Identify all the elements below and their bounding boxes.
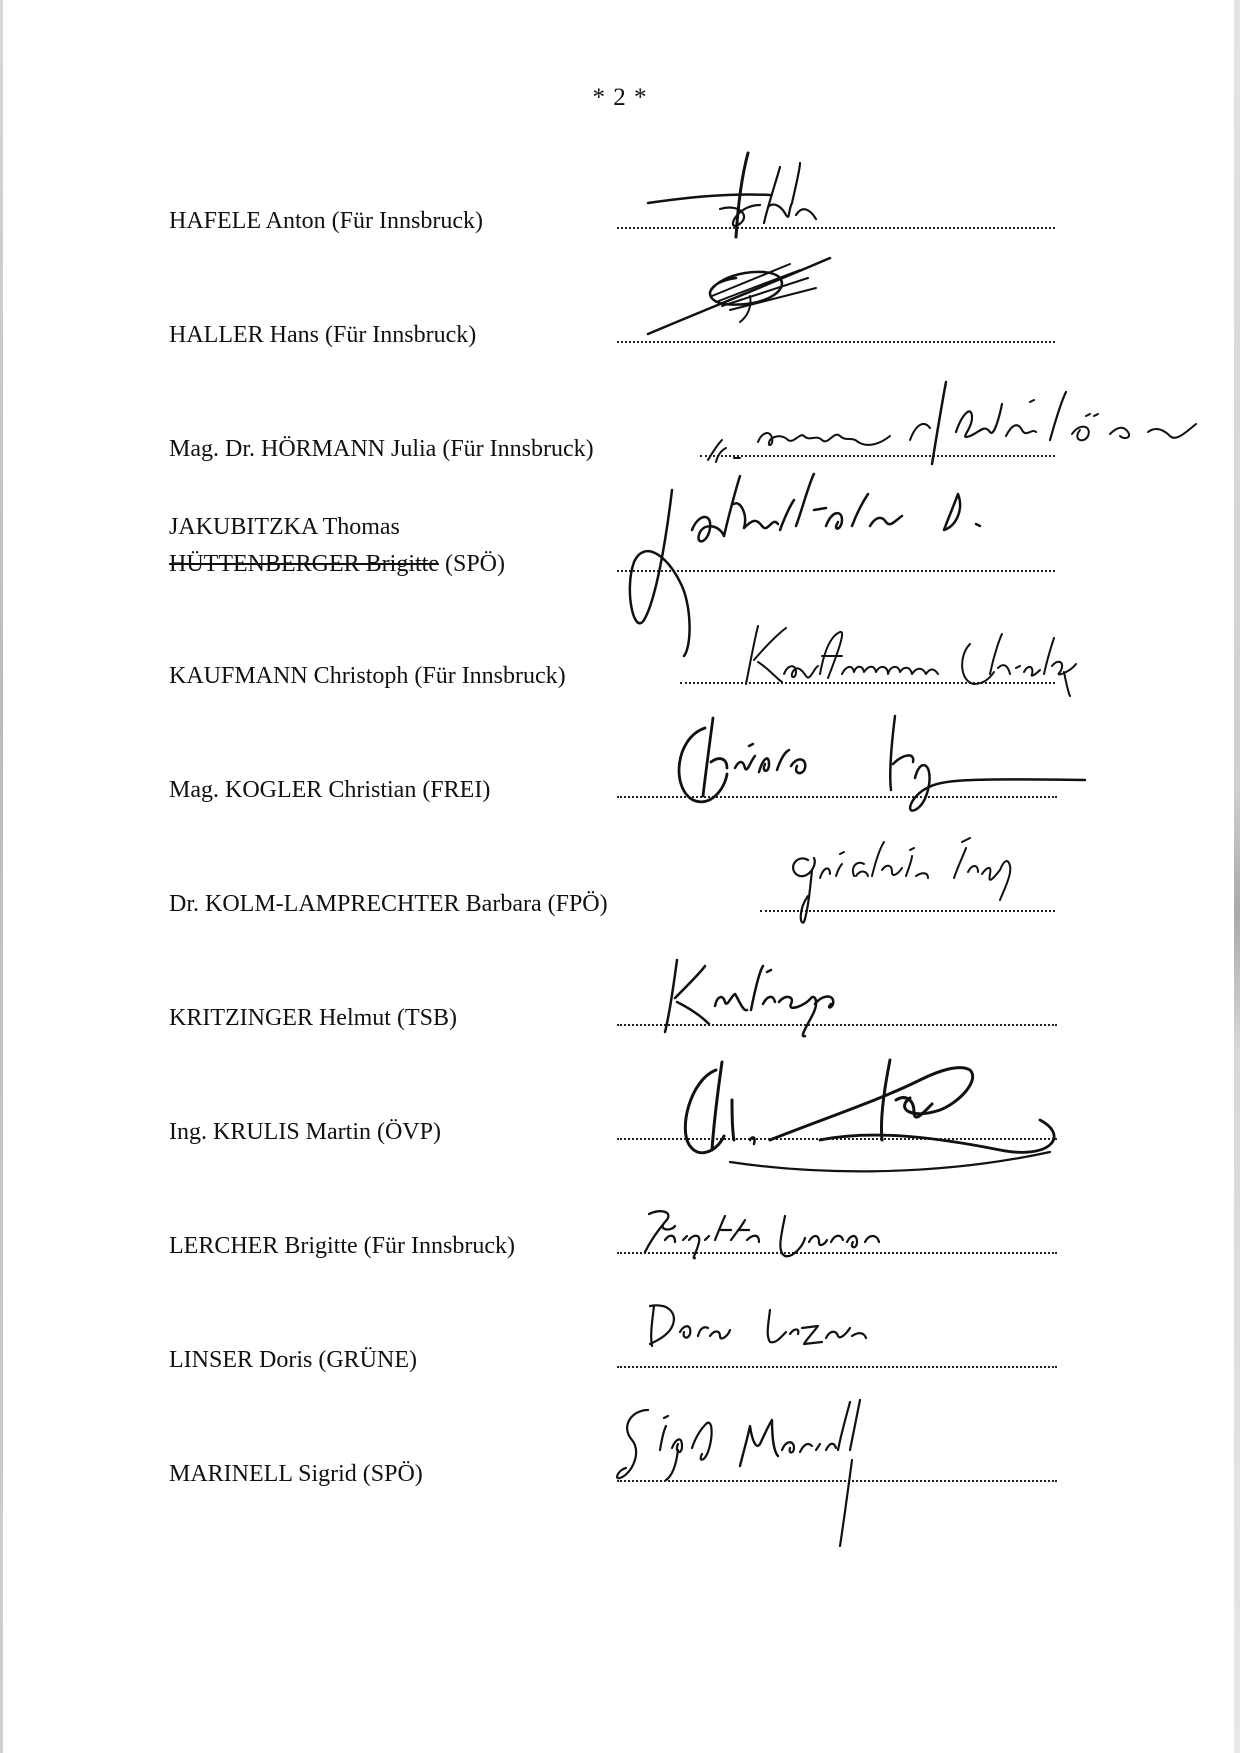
signer-name-line2 [169,549,505,579]
signature-kogler [665,708,1095,818]
signer-name: Mag. Dr. HÖRMANN Julia (Für Innsbruck) [169,436,594,462]
signature-linser [640,1296,940,1356]
signer-name: LERCHER Brigitte (Für Innsbruck) [169,1233,515,1259]
signer-name: KRITZINGER Helmut (TSB) [169,1005,457,1031]
signature-kritzinger [655,950,905,1040]
struck-name: HÜTTENBERGER Brigitte [169,551,439,577]
page-number: * 2 * [592,84,648,111]
signer-name: MARINELL Sigrid (SPÖ) [169,1461,423,1487]
scan-edge-left [0,0,3,1753]
signature-kolm [778,830,1038,930]
signature-hafele [640,145,840,245]
signature-krulis [670,1040,1080,1180]
signature-marinell [612,1390,902,1550]
signer-name: HALLER Hans (Für Innsbruck) [169,322,477,348]
party-suffix: (SPÖ) [438,551,505,577]
signature-line [617,1366,1057,1368]
signer-name: Mag. KOGLER Christian (FREI) [169,777,491,803]
signature-kaufmann [718,612,1088,702]
signer-name: Ing. KRULIS Martin (ÖVP) [169,1119,441,1145]
signer-name: LINSER Doris (GRÜNE) [169,1347,417,1373]
signature-lercher [635,1200,955,1270]
scan-edge-right [1234,0,1240,1753]
signer-name: HAFELE Anton (Für Innsbruck) [169,208,483,234]
signer-name: KAUFMANN Christoph (Für Innsbruck) [169,663,566,689]
signature-haller [640,252,840,352]
signer-name: JAKUBITZKA Thomas [169,514,400,540]
signer-name: Dr. KOLM-LAMPRECHTER Barbara (FPÖ) [169,891,608,917]
